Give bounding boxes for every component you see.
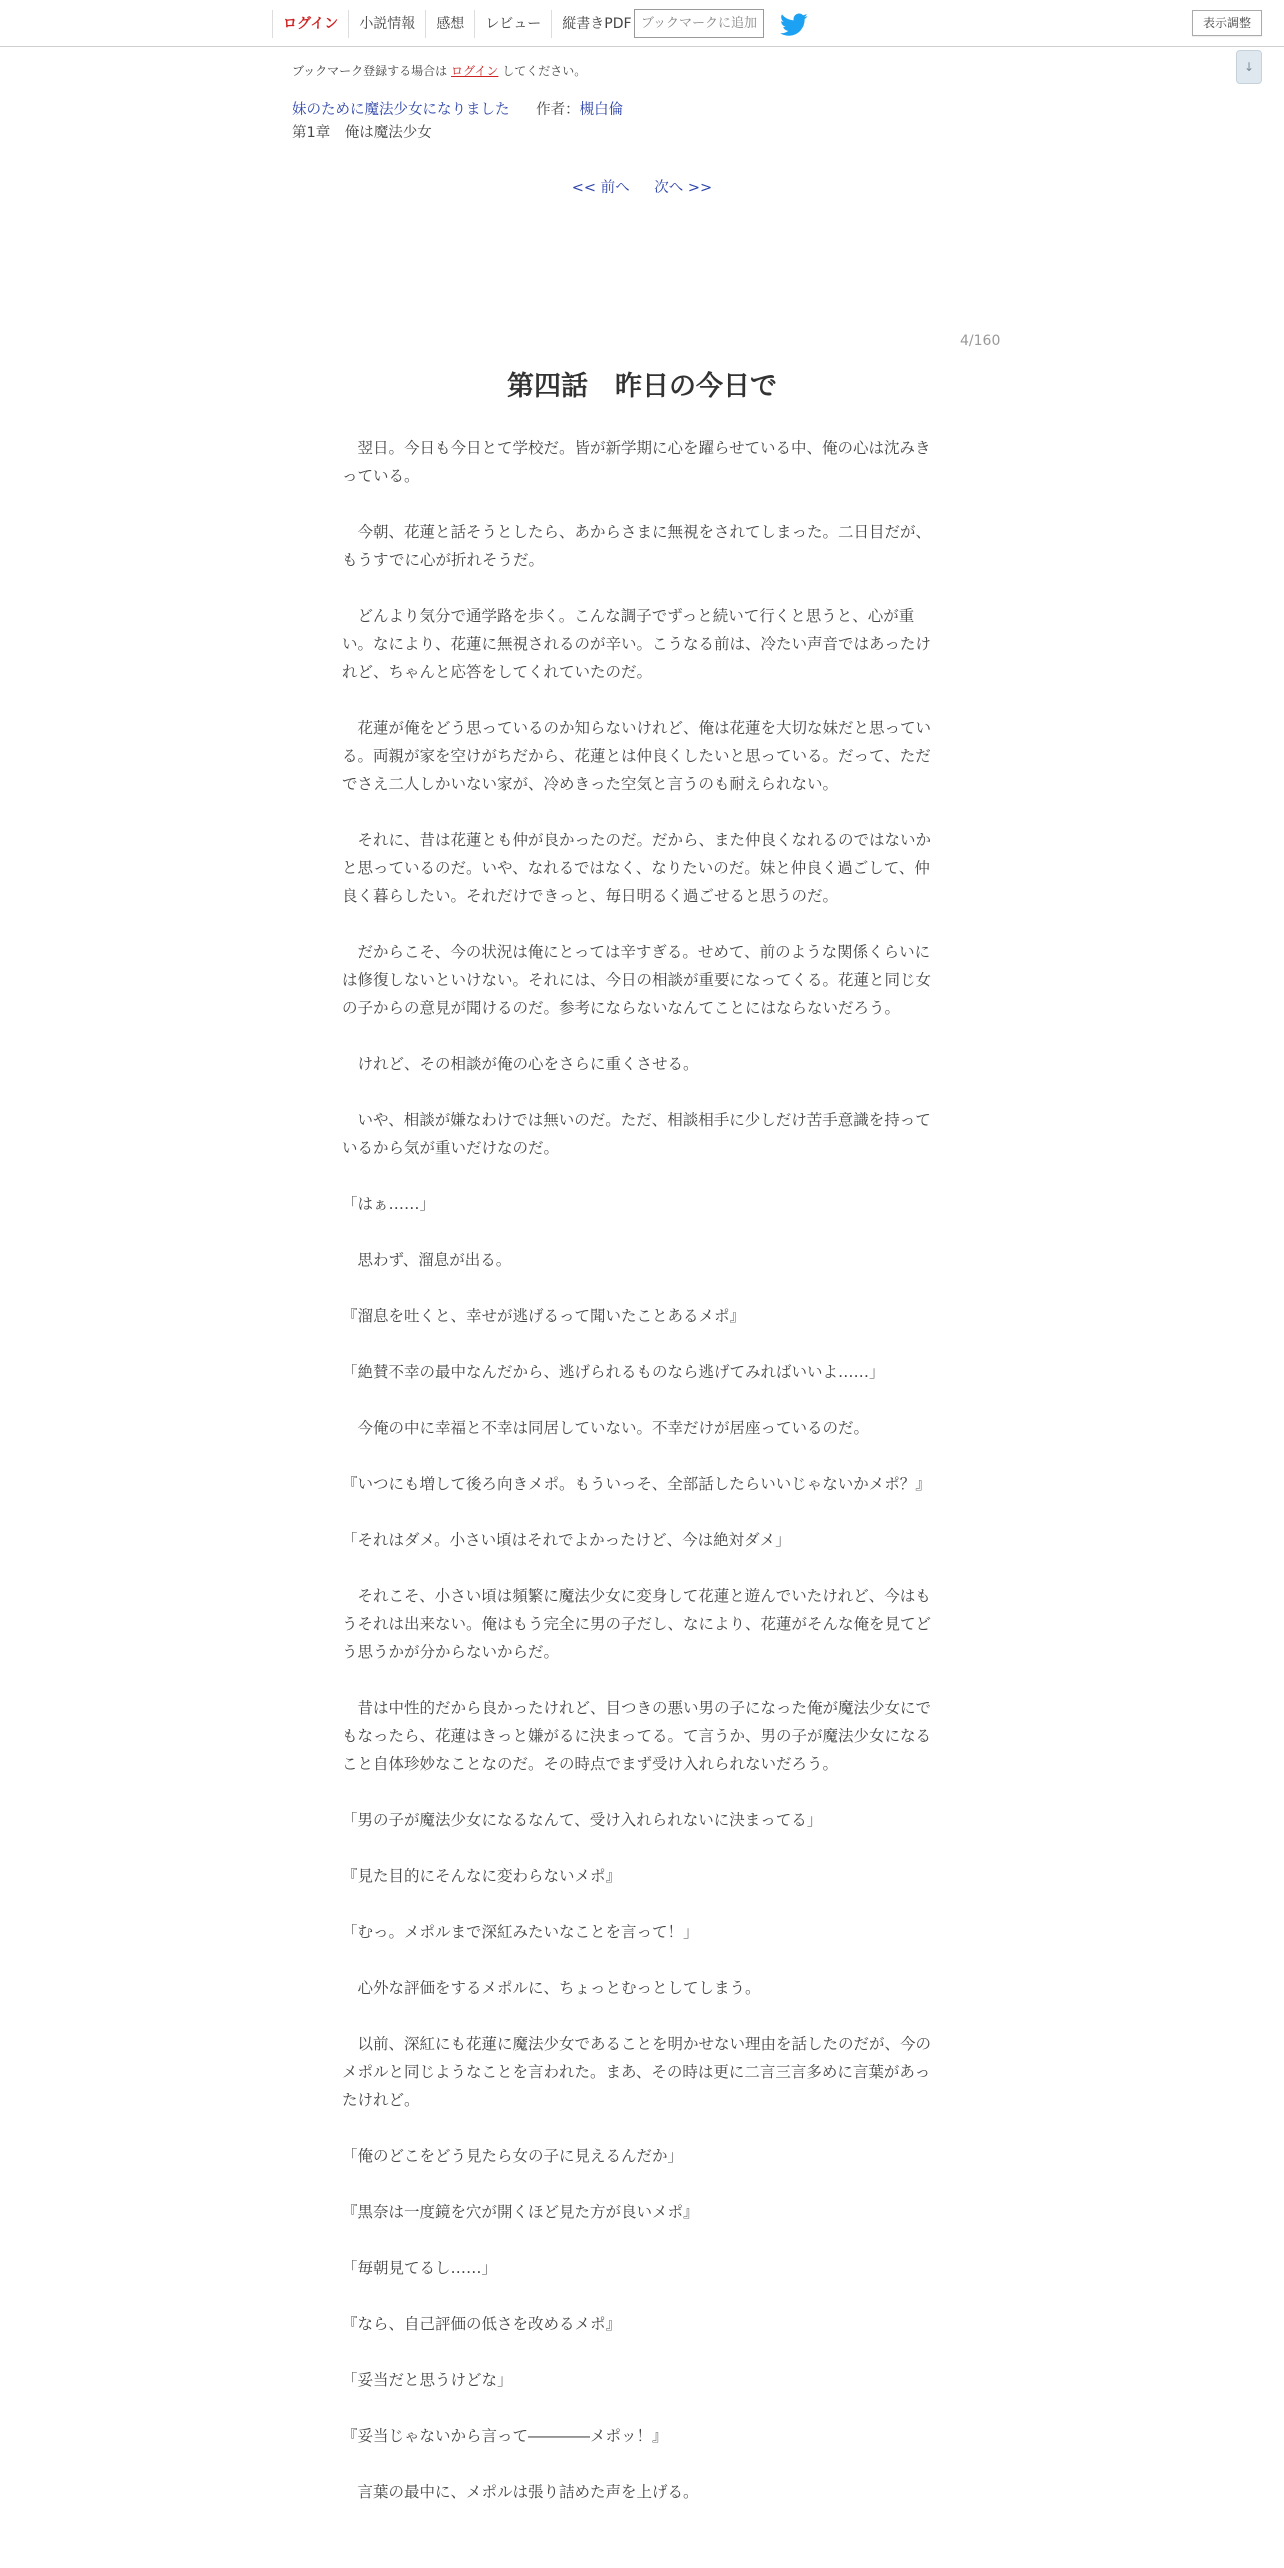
next-page-link[interactable]: 次へ >>	[654, 180, 713, 196]
body-paragraph: 『見た目的にそんなに変わらないメポ』	[342, 1867, 622, 1885]
novel-info	[292, 98, 623, 119]
body-paragraph: 『なら、自己評価の低さを改めるメポ』	[342, 2315, 622, 2333]
page-count: 4/160	[960, 333, 1001, 349]
add-bookmark-button[interactable]: ブックマークに追加	[634, 9, 764, 38]
body-paragraph: 『妥当じゃないから言って――――メポッ！』	[342, 2427, 668, 2445]
body-paragraph: 言葉の最中に、メポルは張り詰めた声を上げる。	[357, 2483, 699, 2501]
body-paragraph: 『いつにも増して後ろ向きメポ。もういっそ、全部話したらいいじゃないかメポ？』	[342, 1475, 931, 1493]
body-paragraph: 「それはダメ。小さい頃はそれでよかったけど、今は絶対ダメ」	[342, 1531, 791, 1549]
header-nav	[272, 10, 643, 38]
body-paragraph: 昔は中性的だから良かったけれど、目つきの悪い男の子になった俺が魔法少女にでもなったら、花蓮はきっと嫌がるに決まってる。て言うか、男の子が魔法少女になること自体珍妙なことなのだ。その時点でまず受け入れられないだろう。	[342, 1699, 932, 1773]
body-paragraph: それに、昔は花蓮とも仲が良かったのだ。だから、また仲良くなれるのではないかと思っているのだ。いや、なれるではなく、なりたいのだ。妹と仲良く過ごして、仲良く暮らしたい。それだけできっと、毎日明るく過ごせると思うのだ。	[342, 831, 932, 905]
body-paragraph: 翌日。今日も今日とて学校だ。皆が新学期に心を躍らせている中、俺の心は沈みきっている。	[342, 439, 931, 485]
novel-title-link[interactable]: 妹のために魔法少女になりました	[292, 102, 510, 118]
notice-prefix: ブックマーク登録する場合は	[292, 64, 448, 78]
nav-novel-info-link[interactable]: 小説情報	[349, 10, 426, 38]
chapter-title: 第1章 俺は魔法少女	[292, 125, 432, 141]
bookmark-login-notice	[292, 62, 586, 79]
body-paragraph: 『溜息を吐くと、幸せが逃げるって聞いたことあるメポ』	[342, 1307, 746, 1325]
nav-impressions-link[interactable]: 感想	[426, 10, 475, 38]
body-paragraph: だからこそ、今の状況は俺にとっては辛すぎる。せめて、前のような関係くらいには修復しないといけない。それには、今日の相談が重要になってくる。花蓮と同じ女の子からの意見が聞けるのだ。参考にならないなんてことにはならないだろう。	[342, 943, 932, 1017]
nav-review-link[interactable]: レビュー	[475, 10, 552, 38]
body-paragraph: 今朝、花蓮と話そうとしたら、あからさまに無視をされてしまった。二日目だが、もうすでに心が折れそうだ。	[342, 523, 932, 569]
author-link[interactable]: 槻白倫	[579, 102, 624, 118]
body-paragraph: 「毎朝見てるし……」	[342, 2259, 498, 2277]
body-paragraph: いや、相談が嫌なわけでは無いのだ。ただ、相談相手に少しだけ苦手意識を持っているから気が重いだけなのだ。	[342, 1111, 931, 1157]
body-paragraph: 花蓮が俺をどう思っているのか知らないけれど、俺は花蓮を大切な妹だと思っている。両親が家を空けがちだから、花蓮とは仲良くしたいと思っている。だって、ただでさえ二人しかいない家が、冷めきった空気と言うのも耐えられない。	[342, 719, 932, 793]
body-paragraph: 思わず、溜息が出る。	[357, 1251, 512, 1269]
body-paragraph: 「俺のどこをどう見たら女の子に見えるんだか」	[342, 2147, 684, 2165]
body-paragraph: 「むっ。メポルまで深紅みたいなことを言って！」	[342, 1923, 699, 1941]
pager	[0, 176, 1284, 197]
notice-suffix: してください。	[502, 64, 587, 78]
body-paragraph: 「妥当だと思うけどな」	[342, 2371, 513, 2389]
display-settings-button[interactable]: 表示調整	[1192, 10, 1262, 36]
notice-login-link[interactable]: ログイン	[451, 64, 499, 78]
body-paragraph: それこそ、小さい頃は頻繁に魔法少女に変身して花蓮と遊んでいたけれど、今はもうそれは出来ない。俺はもう完全に男の子だし、なにより、花蓮がそんな俺を見てどう思うかが分からないからだ。	[342, 1587, 932, 1661]
episode-title: 第四話 昨日の今日で	[507, 371, 777, 402]
nav-login-link[interactable]: ログイン	[273, 10, 349, 38]
body-paragraph: 以前、深紅にも花蓮に魔法少女であることを明かせない理由を話したのだが、今のメポルと同じようなことを言われた。まあ、その時は更に二言三言多めに言葉があったけれど。	[342, 2035, 932, 2109]
prev-page-link[interactable]: << 前へ	[571, 180, 630, 196]
body-paragraph: 心外な評価をするメポルに、ちょっとむっとしてしまう。	[357, 1979, 761, 1997]
body-paragraph: 「絶賛不幸の最中なんだから、逃げられるものなら逃げてみればいいよ……」	[342, 1363, 885, 1381]
body-paragraph: 今俺の中に幸福と不幸は同居していない。不幸だけが居座っているのだ。	[357, 1419, 870, 1437]
top-header	[0, 0, 1284, 47]
twitter-icon[interactable]	[780, 13, 808, 37]
author-label: 作者：	[536, 102, 580, 118]
body-paragraph: 「はぁ……」	[342, 1195, 436, 1213]
body-paragraph: けれど、その相談が俺の心をさらに重くさせる。	[357, 1055, 699, 1073]
novel-body	[342, 434, 942, 2534]
body-paragraph: 『黒奈は一度鏡を穴が開くほど見た方が良いメポ』	[342, 2203, 699, 2221]
scroll-down-button[interactable]: ↓	[1236, 50, 1262, 84]
nav-vertical-pdf-link[interactable]: 縦書きPDF	[552, 10, 642, 38]
body-paragraph: どんより気分で通学路を歩く。こんな調子でずっと続いて行くと思うと、心が重い。なにより、花蓮に無視されるのが辛い。こうなる前は、冷たい声音ではあったけれど、ちゃんと応答をしてくれていたのだ。	[342, 607, 931, 681]
body-paragraph: 「男の子が魔法少女になるなんて、受け入れられないに決まってる」	[342, 1811, 823, 1829]
